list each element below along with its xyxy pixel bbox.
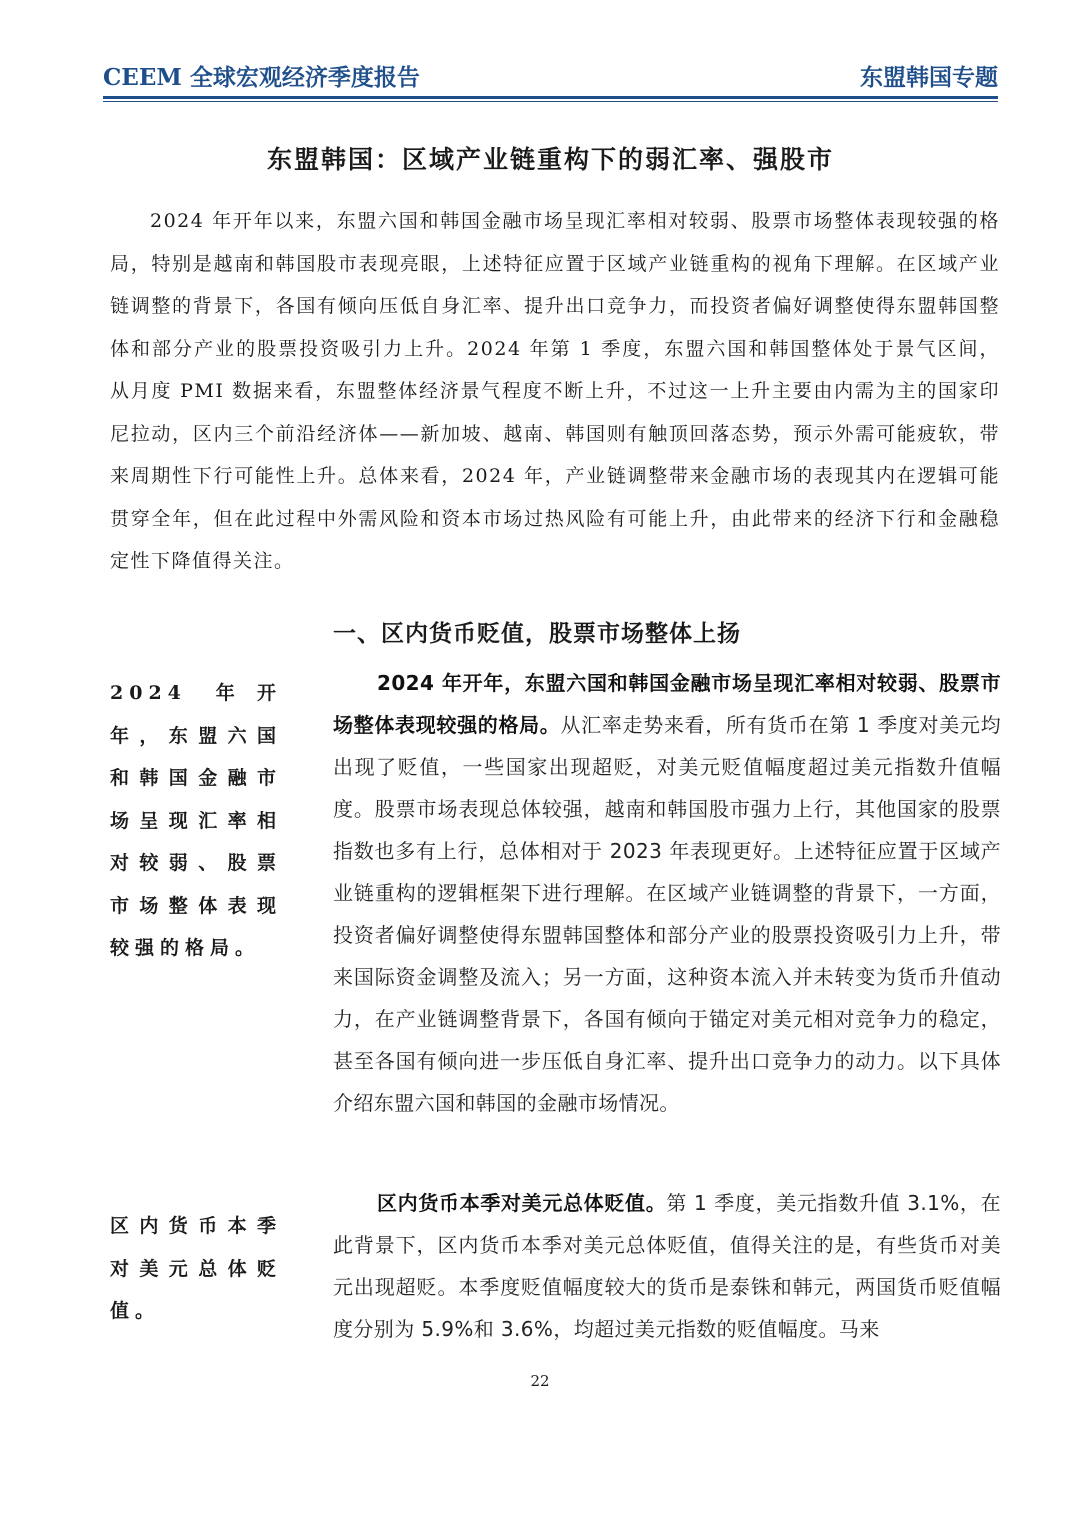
intro-paragraph: 2024 年开年以来，东盟六国和韩国金融市场呈现汇率相对较弱、股票市场整体表现较强的格局，特别是越南和韩国股市表现亮眼，上述特征应置于区域产业链重构的视角下理解。在区域产业链调整的背景下，各国有倾向压低自身汇率、提升出口竞争力，而投资者偏好调整使得东盟韩国整体和部分产业的股票投资吸引力上升。2024 年第 1 季度，东盟六国和韩国整体处于景气区间，从月度 PMI 数据来看，东盟整体经济景气程度不断上升，不过这一上升主要由内需为主的国家印尼拉动，区内三个前沿经济体——新加坡、越南、韩国则有触顶回落态势，预示外需可能疲软，带来周期性下行可能性上升。总体来看，2024 年，产业链调整带来金融市场的表现其内在逻辑可能贯穿全年，但在此过程中外需风险和资本市场过热风险有可能上升，由此带来的经济下行和金融稳定性下降值得关注。	[110, 210, 1000, 572]
topic-title: 东盟韩国专题	[860, 64, 998, 91]
page-title: 东盟韩国：区域产业链重构下的弱汇率、强股市	[266, 145, 834, 174]
page-number: 22	[530, 1372, 550, 1390]
paragraph-lead: 2024 年开年，东盟六国和韩国金融市场呈现汇率相对较弱、股票市场整体表现较强的格局。	[333, 671, 1001, 737]
header-rule	[103, 96, 998, 99]
paragraph-body: 第 1 季度，美元指数升值 3.1%，在此背景下，区内货币本季对美元总体贬值，值得关注的是，有些货币对美元出现超贬。本季度贬值幅度较大的货币是泰铢和韩元，两国货币贬值幅度分别为 5.9%和 3.6%，均超过美元指数的贬值幅度。马来	[333, 1191, 1001, 1341]
paragraph-body: 从汇率走势来看，所有货币在第 1 季度对美元均出现了贬值，一些国家出现超贬，对美元贬值幅度超过美元指数升值幅度。股票市场表现总体较强，越南和韩国股市强力上行，其他国家的股票指数也多有上行，总体相对于 2023 年表现更好。上述特征应置于区域产业链重构的逻辑框架下进行理解。在区域产业链调整的背景下，一方面，投资者偏好调整使得东盟韩国整体和部分产业的股票投资吸引力上升，带来国际资金调整及流入；另一方面，这种资本流入并未转变为货币升值动力，在产业链调整背景下，各国有倾向于锚定对美元相对竞争力的稳定，甚至各国有倾向进一步压低自身汇率、提升出口竞争力的动力。以下具体介绍东盟六国和韩国的金融市场情况。	[333, 713, 1001, 1115]
report-title: CEEM 全球宏观经济季度报告	[103, 64, 420, 91]
body-paragraph	[333, 662, 1001, 1124]
side-note: 2024 年开年，东盟六国和韩国金融市场呈现汇率相对较弱、股票市场整体表现较强的格局。	[110, 682, 282, 959]
header-rule-thin	[103, 101, 998, 102]
paragraph-lead: 区内货币本季对美元总体贬值。	[377, 1191, 667, 1215]
body-paragraph	[333, 1182, 1001, 1350]
page-header	[103, 58, 998, 98]
side-note: 区内货币本季对美元总体贬值。	[110, 1215, 282, 1322]
section-heading: 一、区内货币贬值，股票市场整体上扬	[333, 621, 741, 647]
